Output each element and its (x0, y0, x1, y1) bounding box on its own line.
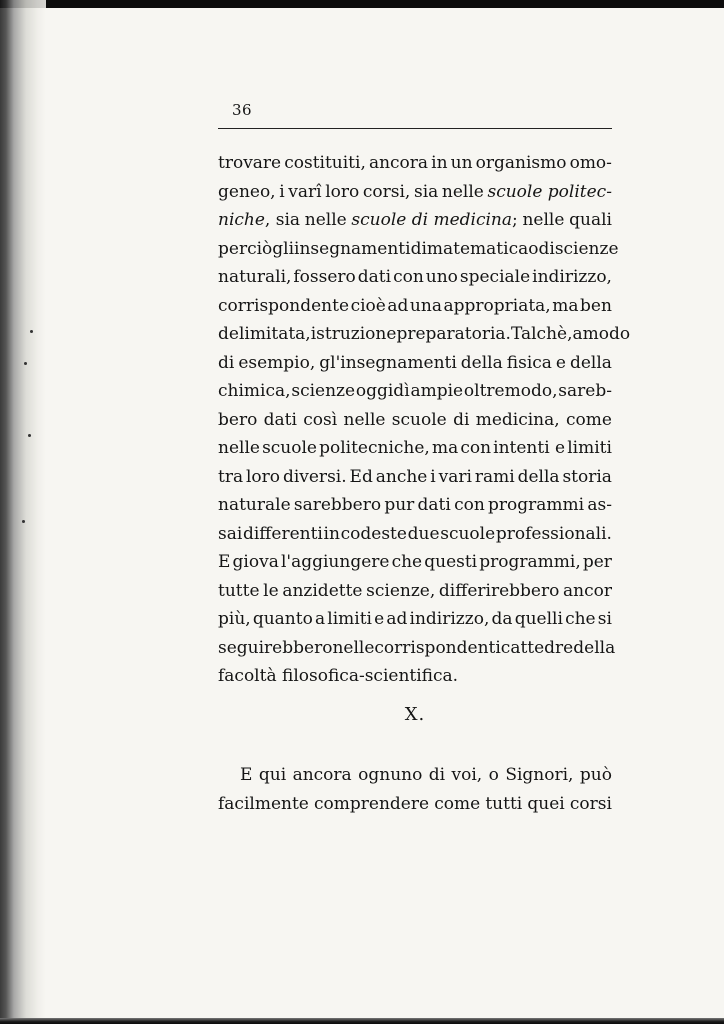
page-top-edge (0, 0, 724, 8)
text-line: corrispondente cioè ad una appropriata, ma ben (218, 295, 612, 316)
paragraph-1 (218, 149, 631, 691)
section-heading: X. (404, 704, 426, 725)
paragraph-2 (218, 761, 612, 818)
text-line: seguirebbero nelle corrispondenti cattedre della (218, 637, 616, 658)
text-line: perciò gli insegnamenti di matematica o di scienze (218, 238, 619, 259)
text-line: naturale sarebbero pur dati con programmi as- (218, 495, 612, 515)
spine-speck (22, 520, 25, 523)
book-spine-shadow (0, 0, 46, 1024)
page-bottom-edge (0, 1018, 724, 1024)
text-line: naturali, fossero dati con uno speciale indirizzo, (218, 267, 612, 287)
text-line: sai differenti in codeste due scuole professionali. (218, 523, 612, 544)
text-line: tra loro diversi. Ed anche i vari rami della storia (218, 466, 612, 487)
text-line: chimica, scienze oggidì ampie oltremodo, sareb- (218, 381, 612, 401)
text-line: bero dati così nelle scuole di medicina, come (218, 409, 612, 430)
spine-speck (28, 434, 31, 437)
text-line: geneo, i varî loro corsi, sia nelle scuole politec- (218, 178, 612, 207)
header-rule (218, 128, 612, 129)
text-line: trovare costituiti, ancora in un organismo omo- (218, 153, 612, 173)
text-line: nelle scuole politecniche, ma con intenti e limiti (218, 438, 612, 458)
text-line: delimitata, istruzione preparatoria. Talchè, a modo (218, 324, 631, 344)
text-line: più, quanto a limiti e ad indirizzo, da quelli che si (218, 609, 612, 629)
text-line: tutte le anzidette scienze, differirebbero ancor (218, 580, 612, 601)
spine-speck (24, 362, 27, 365)
page-number: 36 (232, 101, 253, 119)
text-line: facoltà filosofica-scientifica. (218, 666, 459, 686)
text-line: di esempio, gl'insegnamenti della fisica e della (218, 352, 612, 373)
spine-speck (30, 330, 33, 333)
text-line: niche, sia nelle scuole di medicina; nelle quali (218, 210, 612, 230)
text-line: facilmente comprendere come tutti quei corsi (218, 793, 612, 814)
italic-phrase: scuole politec- (487, 181, 612, 202)
italic-phrase: scuole di medicina (351, 210, 513, 230)
text-line: E giova l'aggiungere che questi programmi, per (218, 552, 612, 572)
italic-phrase: niche (218, 210, 265, 230)
text-line: E qui ancora ognuno di voi, o Signori, può (240, 765, 612, 785)
